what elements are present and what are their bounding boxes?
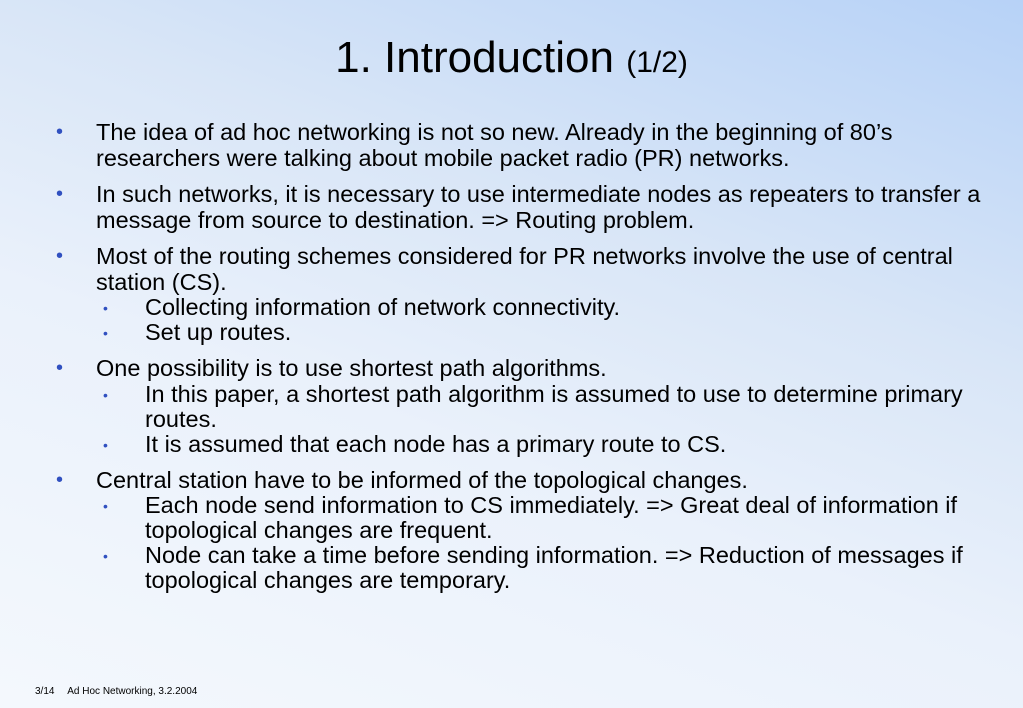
bullet-main <box>56 356 986 382</box>
bullet-dot-icon: • <box>56 357 64 379</box>
sub-bullet <box>56 295 986 320</box>
bullet-dot-icon: • <box>56 183 64 205</box>
sub-bullet <box>56 382 986 432</box>
bullet-text: In such networks, it is necessary to use intermediate nodes as repeaters to transfer a message from source to destination. => Routing problem. <box>96 181 981 233</box>
bullet-list <box>56 120 986 604</box>
bullet-text: The idea of ad hoc networking is not so new. Already in the beginning of 80’s researchers were talking about mobile packet radio (PR) networks. <box>96 119 893 171</box>
sub-bullet <box>56 320 986 345</box>
bullet-main <box>56 120 986 171</box>
slide-footer <box>35 686 197 697</box>
bullet-item <box>56 182 986 233</box>
bullet-text: Most of the routing schemes considered for PR networks involve the use of central station (CS). <box>96 243 953 295</box>
page-number: 3/14 <box>35 686 55 697</box>
sub-bullet-text: Node can take a time before sending information. => Reduction of messages if topological changes are temporary. <box>145 542 963 593</box>
sub-bullet-text: In this paper, a shortest path algorithm is assumed to use to determine primary routes. <box>145 380 963 432</box>
sub-bullet <box>56 543 986 593</box>
bullet-dot-icon: • <box>56 121 64 143</box>
bullet-text: One possibility is to use shortest path algorithms. <box>96 355 607 381</box>
sub-bullet-text: It is assumed that each node has a primary route to CS. <box>145 430 727 457</box>
sub-bullet-dot-icon: • <box>103 325 108 341</box>
bullet-main <box>56 244 986 295</box>
sub-bullet-text: Set up routes. <box>145 319 292 345</box>
sub-bullet-dot-icon: • <box>103 386 108 403</box>
slide-title-suffix: (1/2) <box>626 46 688 79</box>
bullet-main <box>56 468 986 494</box>
bullet-dot-icon: • <box>56 245 64 267</box>
bullet-item <box>56 244 986 345</box>
bullet-text: Central station have to be informed of the topological changes. <box>96 466 748 493</box>
sub-bullet-dot-icon: • <box>103 436 108 453</box>
footer-text: Ad Hoc Networking, 3.2.2004 <box>67 686 198 697</box>
bullet-item <box>56 468 986 594</box>
sub-bullet-text: Collecting information of network connectivity. <box>145 294 621 320</box>
sub-bullet-dot-icon: • <box>103 300 108 316</box>
sub-bullet-dot-icon: • <box>103 498 108 514</box>
bullet-dot-icon: • <box>56 468 64 491</box>
bullet-item <box>56 120 986 171</box>
sub-bullet <box>56 493 986 543</box>
slide-title-text: 1. Introduction <box>335 33 614 82</box>
sub-bullet-text: Each node send information to CS immediately. => Great deal of information if topological changes are frequent. <box>145 492 958 543</box>
bullet-item <box>56 356 986 457</box>
sub-bullet-dot-icon: • <box>103 548 108 564</box>
bullet-main <box>56 182 986 233</box>
sub-bullet <box>56 432 986 457</box>
slide-title <box>0 30 1023 91</box>
